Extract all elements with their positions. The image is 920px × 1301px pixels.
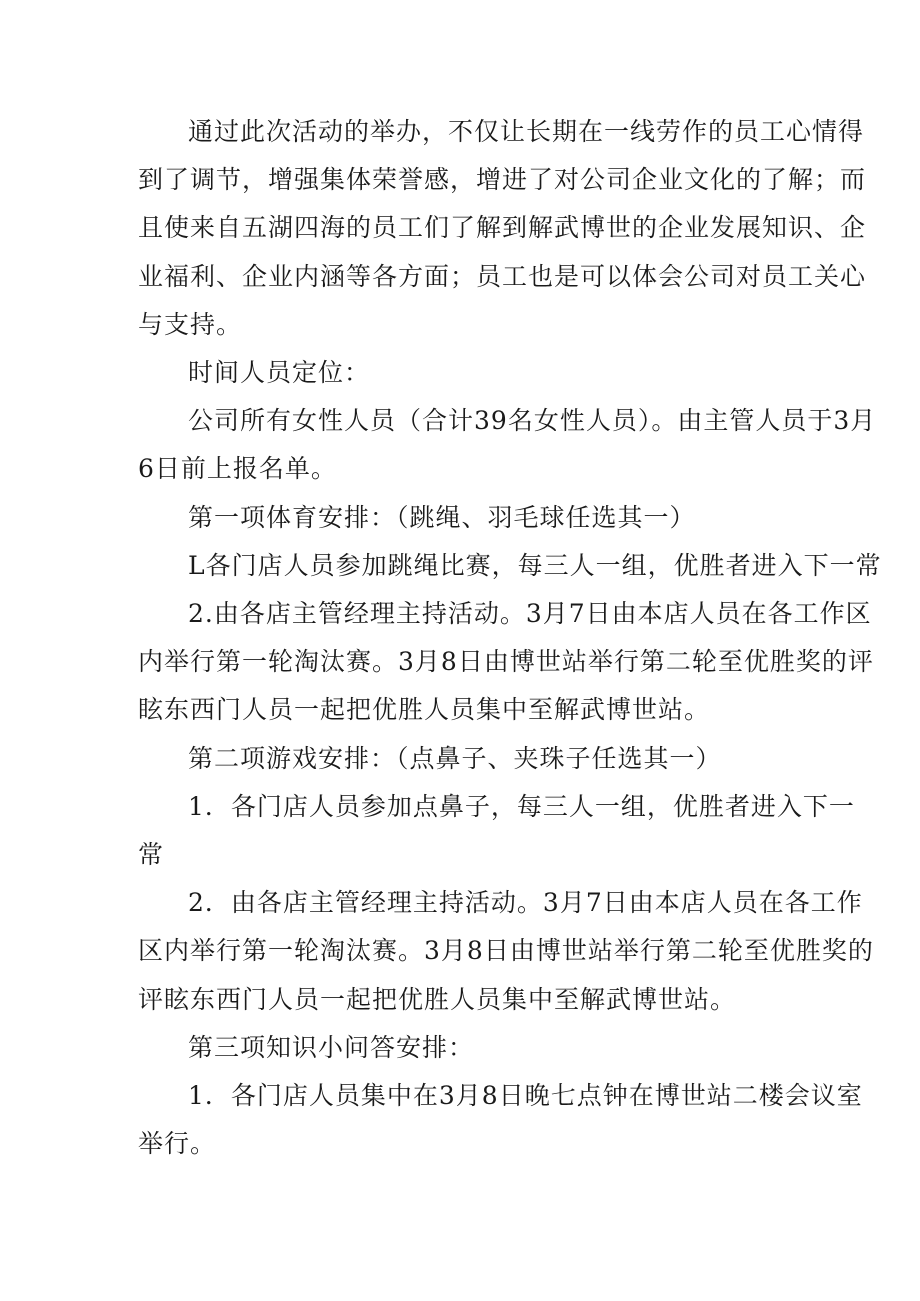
text-line: 眩东西门人员一起把优胜人员集中至解武博世站。 [138, 695, 711, 725]
paragraph-sports-heading [138, 494, 798, 542]
paragraph-games-heading [138, 735, 798, 783]
text-line: 区内举行第一轮淘汰赛。3月8日由博世站举行第二轮至优胜奖的 [138, 936, 874, 966]
text-line: 通过此次活动的举办，不仅让长期在一线劳作的员工心情得 [188, 117, 865, 146]
paragraph-games-item-1 [138, 783, 855, 879]
paragraph-activity-benefits [138, 108, 867, 349]
text-line: 2.由各店主管经理主持活动。3月7日由本店人员在各工作区 [188, 599, 872, 629]
text-line: L各门店人员参加跳绳比赛，每三人一组，优胜者进入下一常 [188, 550, 882, 580]
text-line: 2．由各店主管经理主持活动。3月7日由本店人员在各工作 [188, 888, 863, 918]
text-line: 常 [138, 840, 165, 870]
paragraph-quiz-item-1 [138, 1072, 863, 1168]
text-line: 1．各门店人员参加点鼻子，每三人一组，优胜者进入下一 [188, 791, 855, 821]
text-line: 举行。 [138, 1129, 217, 1159]
paragraph-sports-item-2 [138, 590, 874, 735]
paragraph-time-personnel-heading [138, 349, 798, 397]
paragraph-personnel-scope [138, 397, 877, 493]
text-line: 第二项游戏安排：（点鼻子、夹珠子任选其一） [188, 743, 722, 773]
text-line: 且使来自五湖四海的员工们了解到解武博世的企业发展知识、企 [138, 213, 867, 243]
text-line: 公司所有女性人员（合计39名女性人员）。由主管人员于3月 [188, 406, 877, 436]
text-line: 到了调节，增强集体荣誉感，增进了对公司企业文化的了解；而 [138, 165, 867, 195]
text-line: 内举行第一轮淘汰赛。3月8日由博世站举行第二轮至优胜奖的评 [138, 647, 874, 677]
text-line: 与支持。 [138, 309, 243, 339]
document-body [138, 108, 882, 1168]
paragraph-games-item-2 [138, 879, 874, 1024]
text-line: 时间人员定位： [188, 358, 371, 388]
paragraph-sports-item-1 [138, 542, 882, 590]
paragraph-quiz-heading [138, 1024, 798, 1072]
text-line: 第一项体育安排：（跳绳、羽毛球任选其一） [188, 502, 696, 532]
text-line: 1．各门店人员集中在3月8日晚七点钟在博世站二楼会议室 [188, 1081, 863, 1111]
text-line: 评眩东西门人员一起把优胜人员集中至解武博世站。 [138, 984, 737, 1014]
text-line: 业福利、企业内涵等各方面；员工也是可以体会公司对员工关心 [138, 261, 867, 291]
text-line: 6日前上报名单。 [138, 454, 337, 484]
text-line: 第三项知识小问答安排： [188, 1032, 475, 1062]
